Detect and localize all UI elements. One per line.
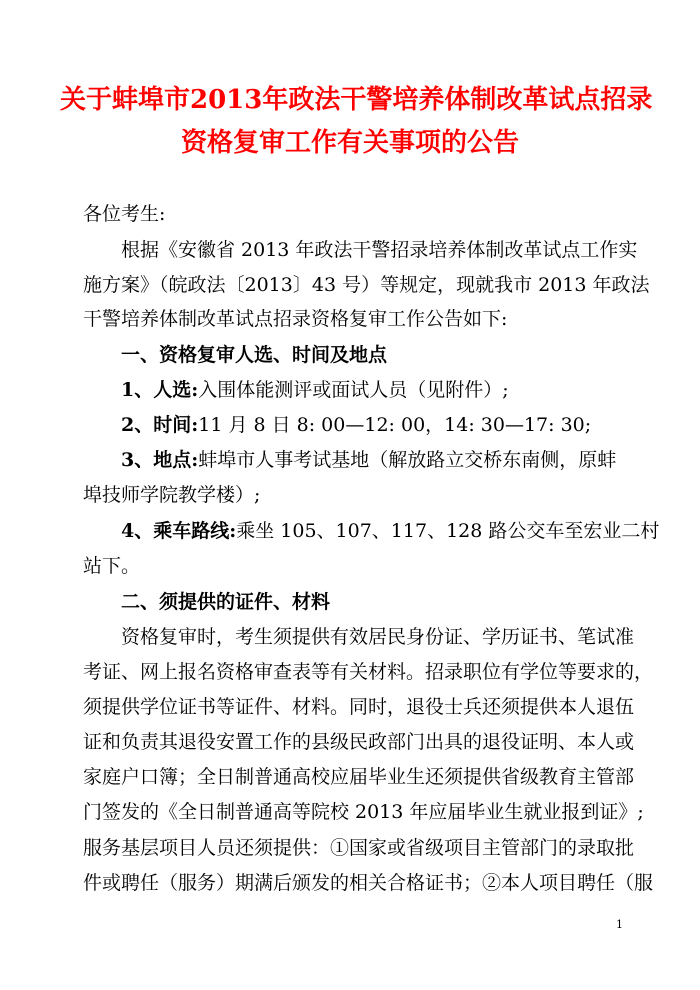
- item-2: [121, 413, 623, 437]
- intro-line-3: 干警培养体制改革试点招录资格复审工作公告如下:: [83, 308, 508, 330]
- paragraph-line-3: 须提供学位证书等证件、材料。同时，退役士兵还须提供本人退伍: [83, 696, 635, 718]
- paragraph-line-6: 门签发的《全日制普通高等院校 2013 年应届毕业生就业报到证》;: [83, 801, 644, 823]
- item-1-label: 1、人选:: [121, 379, 199, 401]
- item-1-text: 入围体能测评或面试人员（见附件）;: [198, 379, 509, 401]
- item-3: [121, 448, 623, 472]
- title-line-2: 资格复审工作有关事项的公告: [180, 128, 519, 158]
- item-1: [121, 378, 623, 402]
- item-2-text: 11 月 8 日 8: 00—12: 00，14: 30—17: 30;: [198, 414, 592, 436]
- paragraph-line-8: 件或聘任（服务）期满后颁发的相关合格证书；②本人项目聘任（服: [83, 872, 654, 894]
- item-4-continuation: 站下。: [83, 555, 141, 577]
- intro-line-1: 根据《安徽省 2013 年政法干警招录培养体制改革试点工作实: [121, 239, 638, 261]
- item-4: [121, 519, 660, 543]
- item-3-continuation: 埠技师学院教学楼）;: [83, 484, 261, 506]
- salutation: 各位考生:: [83, 203, 166, 225]
- paragraph-line-1: 资格复审时，考生须提供有效居民身份证、学历证书、笔试准: [121, 626, 635, 648]
- item-3-text: 蚌埠市人事考试基地（解放路立交桥东南侧，原蚌: [198, 449, 617, 471]
- paragraph-line-2: 考证、网上报名资格审查表等有关材料。招录职位有学位等要求的，: [83, 661, 654, 683]
- page-number: 1: [616, 918, 623, 931]
- paragraph-line-4: 证和负责其退役安置工作的县级民政部门出具的退役证明、本人或: [83, 731, 635, 753]
- item-4-label: 4、乘车路线:: [121, 520, 237, 542]
- paragraph-line-7: 服务基层项目人员还须提供：①国家或省级项目主管部门的录取批: [83, 837, 635, 859]
- item-3-label: 3、地点:: [121, 449, 199, 471]
- section-2-heading: 二、须提供的证件、材料: [121, 591, 331, 613]
- title-line-1: 关于蚌埠市2013年政法干警培养体制改革试点招录: [60, 85, 653, 115]
- paragraph-line-5: 家庭户口簿；全日制普通高校应届毕业生还须提供省级教育主管部: [83, 766, 635, 788]
- intro-line-2: 施方案》（皖政法〔2013〕43 号）等规定，现就我市 2013 年政法: [83, 274, 650, 296]
- item-4-text: 乘坐 105、107、117、128 路公交车至宏业二村: [236, 520, 660, 542]
- section-1-heading: 一、资格复审人选、时间及地点: [121, 344, 388, 366]
- item-2-label: 2、时间:: [121, 414, 199, 436]
